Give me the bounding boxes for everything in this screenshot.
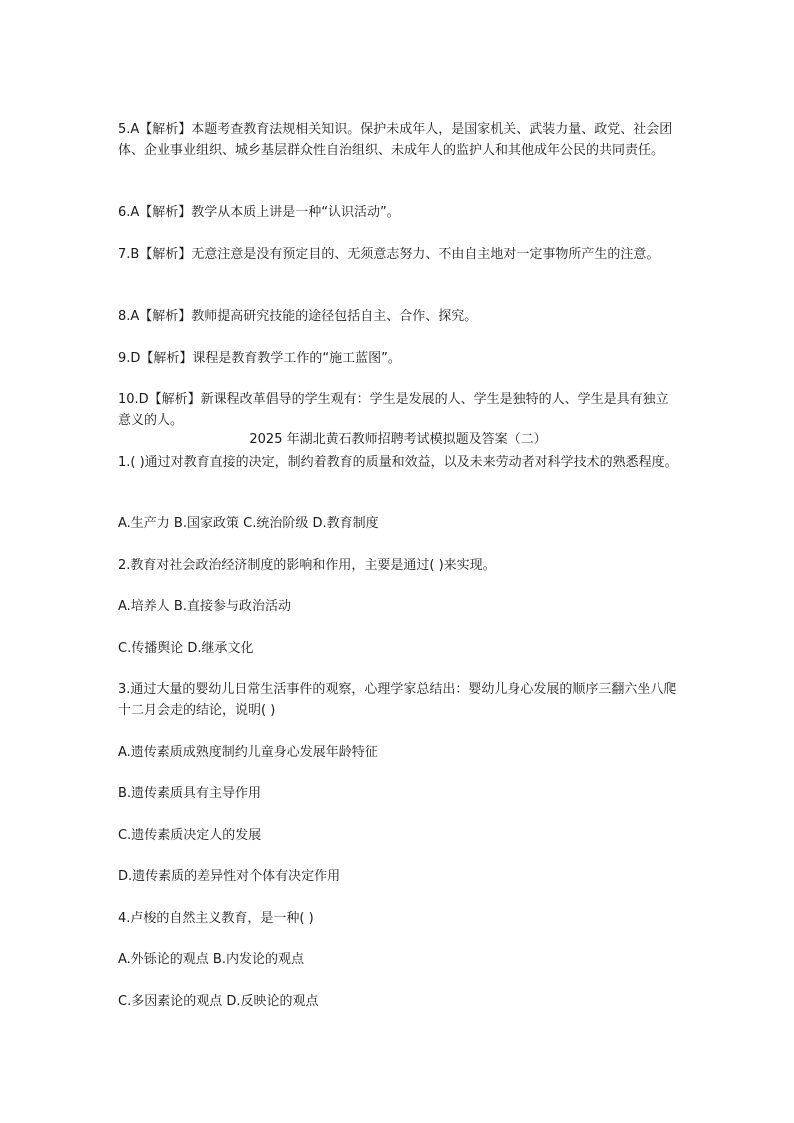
- question-1-options: A.生产力 B.国家政策 C.统治阶级 D.教育制度: [118, 516, 379, 531]
- question-3-option-b: B.遗传素质具有主导作用: [118, 786, 262, 801]
- question-2-options-a: A.培养人 B.直接参与政治活动: [118, 599, 291, 614]
- question-4-options-a: A.外铄论的观点 B.内发论的观点: [118, 952, 304, 967]
- question-4: 4.卢梭的自然主义教育，是一种( ): [118, 911, 314, 926]
- question-4-options-b: C.多因素论的观点 D.反映论的观点: [118, 994, 319, 1009]
- answer-5: 5.A【解析】本题考查教育法规相关知识。保护未成年人，是国家机关、武装力量、政党、社会团体、企业事业组织、城乡基层群众性自治组织、未成年人的监护人和其他成年公民的共同责任。: [118, 122, 673, 158]
- question-3-option-c: C.遗传素质决定人的发展: [118, 828, 262, 843]
- answer-9: 9.D【解析】课程是教育教学工作的“施工蓝图”。: [118, 351, 401, 366]
- question-3-option-d: D.遗传素质的差异性对个体有决定作用: [118, 869, 341, 884]
- question-2-options-b: C.传播舆论 D.继承文化: [118, 641, 254, 656]
- answer-10: 10.D【解析】新课程改革倡导的学生观有：学生是发展的人、学生是独特的人、学生是具有独立意义的人。: [118, 392, 669, 428]
- answer-8: 8.A【解析】教师提高研究技能的途径包括自主、合作、探究。: [118, 309, 478, 324]
- question-1: 1.( )通过对教育直接的决定，制约着教育的质量和效益，以及未来劳动者对科学技术的熟悉程度。: [118, 455, 678, 470]
- answer-6: 6.A【解析】教学从本质上讲是一种“认识活动”。: [118, 205, 400, 220]
- question-2: 2.教育对社会政治经济制度的影响和作用，主要是通过( )来实现。: [118, 558, 496, 573]
- question-3: 3.通过大量的婴幼儿日常生活事件的观察，心理学家总结出：婴幼儿身心发展的顺序三翻六坐八爬十二月会走的结论，说明( ): [118, 682, 677, 718]
- section-title: 2025 年湖北黄石教师招聘考试模拟题及答案（二）: [249, 432, 547, 447]
- answer-7: 7.B【解析】无意注意是没有预定目的、无须意志努力、不由自主地对一定事物所产生的注意。: [118, 247, 660, 262]
- question-3-option-a: A.遗传素质成熟度制约儿童身心发展年龄特征: [118, 745, 378, 760]
